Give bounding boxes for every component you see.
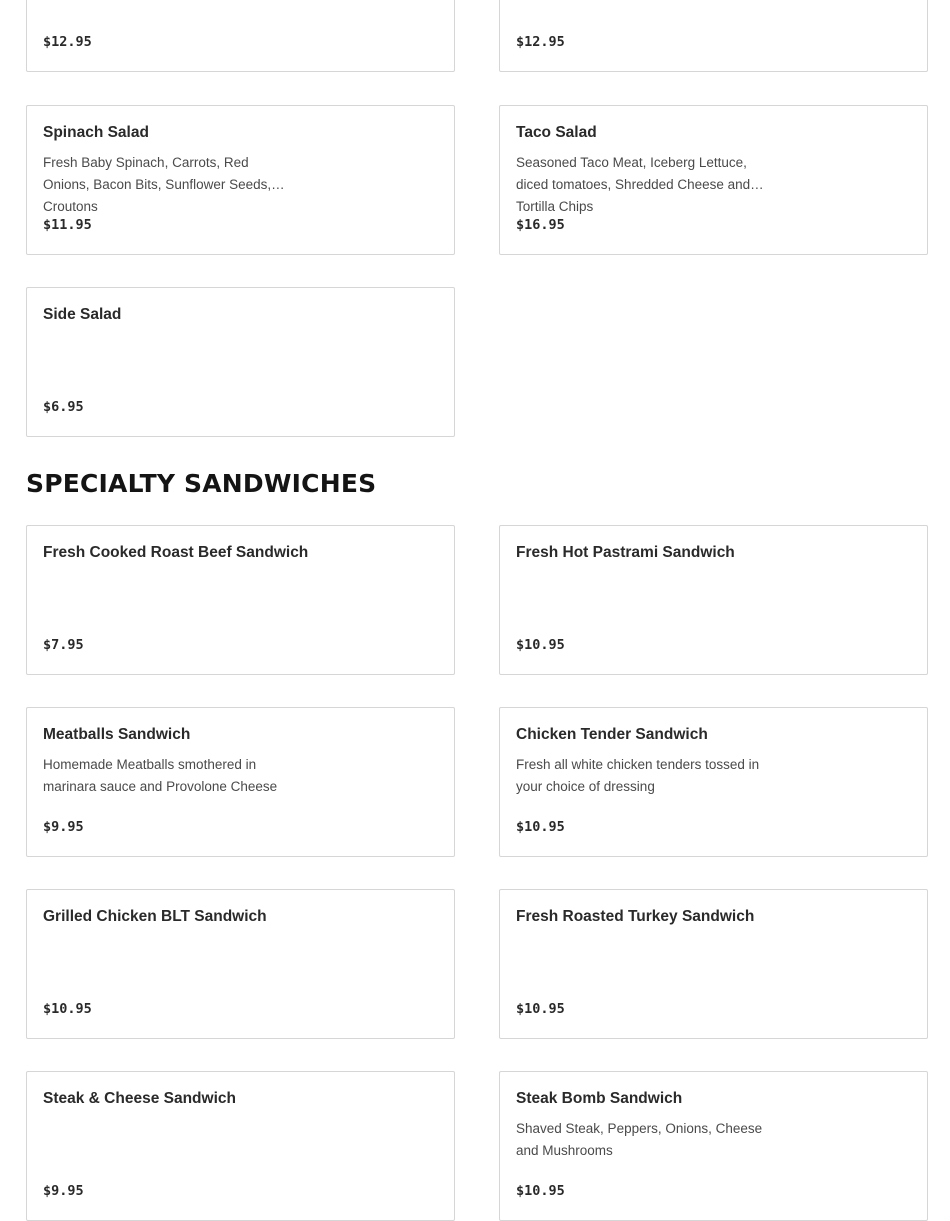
menu-item-card[interactable]: [499, 0, 928, 72]
menu-item-name: Fresh Cooked Roast Beef Sandwich: [43, 544, 309, 561]
menu-item-card[interactable]: [499, 1071, 928, 1221]
menu-item-description: Fresh all white chicken tenders tossed in your choice of dressing: [516, 757, 760, 794]
menu-item-description: Seasoned Taco Meat, Iceberg Lettuce, diced tomatoes, Shredded Cheese and Tortilla Chips: [516, 155, 751, 214]
menu-item-price: $16.95: [516, 217, 565, 233]
menu-item-card[interactable]: [499, 889, 928, 1039]
menu-item-name: Steak & Cheese Sandwich: [43, 1090, 236, 1107]
menu-item-price: $10.95: [516, 637, 565, 653]
menu-item-name: Meatballs Sandwich: [43, 726, 191, 743]
menu-item-description: Homemade Meatballs smothered in marinara sauce and Provolone Cheese: [43, 757, 278, 794]
menu-item-name: Grilled Chicken BLT Sandwich: [43, 908, 267, 925]
menu-item-price: $7.95: [43, 637, 84, 653]
menu-item-price: $9.95: [43, 1183, 84, 1199]
menu-item-price: $11.95: [43, 217, 92, 233]
menu-item-name: Taco Salad: [516, 124, 597, 141]
menu-item-price: $10.95: [516, 819, 565, 835]
menu-item-price: $10.95: [516, 1183, 565, 1199]
menu-item-name: Chicken Tender Sandwich: [516, 726, 708, 743]
menu-item-price: $10.95: [43, 1001, 92, 1017]
menu-item-card[interactable]: [26, 1071, 455, 1221]
menu-item-price: $6.95: [43, 399, 84, 415]
menu-item-description: Fresh Baby Spinach, Carrots, Red Onions, Bacon Bits, Sunflower Seeds, Croutons: [43, 155, 272, 214]
menu-item-card[interactable]: [499, 525, 928, 675]
menu-item-name: Fresh Hot Pastrami Sandwich: [516, 544, 735, 561]
menu-item-card[interactable]: [499, 707, 928, 857]
menu-item-card[interactable]: [26, 287, 455, 437]
menu-item-card[interactable]: [26, 105, 455, 255]
section-heading-specialty-sandwiches: SPECIALTY SANDWICHES: [26, 469, 377, 498]
menu-item-price: $12.95: [516, 34, 565, 50]
menu-item-card[interactable]: [26, 525, 455, 675]
menu-item-name: Spinach Salad: [43, 124, 149, 141]
menu-item-price: $10.95: [516, 1001, 565, 1017]
menu-item-card[interactable]: [26, 707, 455, 857]
menu-item-name: Steak Bomb Sandwich: [516, 1090, 683, 1107]
menu-item-card[interactable]: [26, 889, 455, 1039]
menu-item-card[interactable]: [26, 0, 455, 72]
menu-item-price: $9.95: [43, 819, 84, 835]
menu-item-name: Side Salad: [43, 306, 122, 323]
menu-item-price: $12.95: [43, 34, 92, 50]
menu-item-description: Shaved Steak, Peppers, Onions, Cheese and Mushrooms: [516, 1121, 763, 1158]
menu-item-card[interactable]: [499, 105, 928, 255]
menu-item-name: Fresh Roasted Turkey Sandwich: [516, 908, 755, 925]
